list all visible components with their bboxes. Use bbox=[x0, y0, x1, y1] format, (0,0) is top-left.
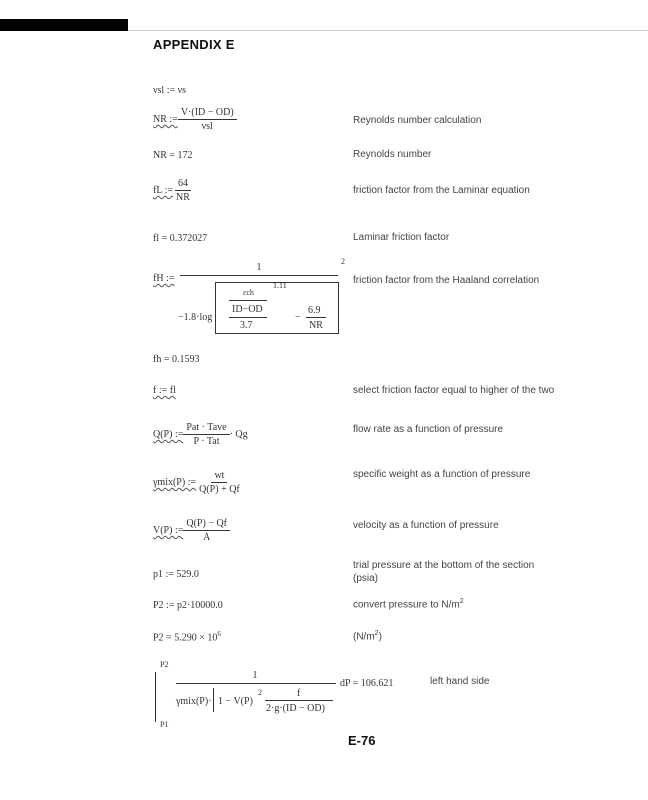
haaland-fraction-bar bbox=[180, 275, 338, 276]
comment-flow-rate: flow rate as a function of pressure bbox=[353, 424, 504, 435]
flow-rate-tail: · Qg bbox=[229, 429, 248, 440]
specific-weight-numerator: wt bbox=[211, 470, 227, 483]
specific-weight-denominator: Q(P) + Qf bbox=[199, 484, 240, 495]
reynolds-equation bbox=[153, 107, 237, 132]
haaland-value: fh = 0.1593 bbox=[153, 354, 200, 365]
velocity-equation bbox=[153, 518, 230, 543]
comment-reynolds-calc: Reynolds number calculation bbox=[353, 115, 482, 126]
trial-pressure-assignment: p1 := 529.0 bbox=[153, 569, 199, 580]
pressure-value-exponent: 6 bbox=[217, 630, 221, 638]
specific-weight-lhs: γmix(P) := bbox=[153, 477, 197, 488]
specific-weight-fraction bbox=[196, 470, 243, 495]
velocity-lhs: V(P) := bbox=[153, 525, 184, 536]
integral-fraction-bar bbox=[176, 683, 336, 684]
haaland-right-bracket bbox=[334, 282, 339, 334]
pressure-value bbox=[153, 630, 221, 643]
comment-reynolds-number: Reynolds number bbox=[353, 149, 432, 160]
haaland-log: −1.8·log bbox=[178, 312, 213, 323]
laminar-numerator: 64 bbox=[175, 178, 191, 191]
comment-laminar-ff: Laminar friction factor bbox=[353, 232, 450, 243]
laminar-lhs: fL := bbox=[153, 185, 173, 196]
convert-pressure-text: convert pressure to N/m bbox=[353, 599, 460, 611]
page-number: E-76 bbox=[348, 733, 376, 748]
integral-inner-bar bbox=[265, 700, 333, 701]
laminar-fraction bbox=[173, 178, 193, 203]
units-sup: 2 bbox=[374, 630, 379, 637]
haaland-id-od: ID−OD bbox=[232, 304, 263, 315]
reynolds-numerator: V·(ID − OD) bbox=[178, 107, 237, 120]
integral-f: f bbox=[297, 688, 301, 699]
comment-left-hand-side: left hand side bbox=[430, 676, 490, 687]
reynolds-lhs: NR := bbox=[153, 114, 178, 125]
comment-velocity: velocity as a function of pressure bbox=[353, 520, 499, 531]
pressure-value-text: P2 = 5.290 × 10 bbox=[153, 632, 218, 644]
haaland-square-exponent: 2 bbox=[341, 257, 345, 266]
units-text: (N/m bbox=[353, 631, 375, 643]
header-bar bbox=[0, 19, 128, 31]
haaland-6-9: 6.9 bbox=[308, 305, 321, 316]
integral-lower-limit: P1 bbox=[160, 720, 169, 729]
specific-weight-equation bbox=[153, 470, 243, 495]
haaland-numerator: 1 bbox=[256, 262, 262, 273]
integral-result: dP = 106.621 bbox=[340, 678, 394, 689]
comment-units bbox=[353, 630, 382, 642]
haaland-3-7: 3.7 bbox=[240, 320, 253, 331]
integral-bracket-terms: 1 − V(P) bbox=[218, 696, 253, 707]
haaland-idod-bar bbox=[229, 317, 267, 318]
nu-assignment: νsl := νs bbox=[153, 85, 187, 96]
reynolds-fraction bbox=[178, 107, 237, 132]
integral-gamma: γmix(P)· bbox=[176, 696, 212, 707]
flow-rate-lhs: Q(P) := bbox=[153, 429, 184, 440]
integral-square: 2 bbox=[258, 688, 262, 697]
comment-friction-haaland: friction factor from the Haaland correlation bbox=[353, 275, 540, 286]
haaland-eps-bar bbox=[229, 300, 267, 301]
comment-specific-weight: specific weight as a function of pressure bbox=[353, 469, 531, 480]
haaland-nr: NR bbox=[309, 320, 323, 331]
comment-trial-pressure: trial pressure at the bottom of the section (psia) bbox=[353, 560, 535, 584]
flow-rate-numerator: Pat · Tave bbox=[183, 422, 229, 435]
flow-rate-equation bbox=[153, 422, 248, 447]
comment-select-ff: select friction factor equal to higher of the two bbox=[353, 385, 555, 396]
integral-sign bbox=[155, 672, 156, 722]
velocity-numerator: Q(P) − Qf bbox=[183, 518, 230, 531]
convert-pressure-sup: 2 bbox=[459, 598, 464, 605]
laminar-equation bbox=[153, 178, 193, 203]
comment-convert-pressure bbox=[353, 598, 464, 610]
flow-rate-fraction bbox=[183, 422, 229, 447]
header-rule bbox=[128, 30, 648, 31]
reynolds-value: NR = 172 bbox=[153, 150, 193, 161]
appendix-heading: APPENDIX E bbox=[153, 37, 235, 52]
laminar-value: fl = 0.372027 bbox=[153, 233, 208, 244]
haaland-epsilon: εch bbox=[243, 288, 254, 297]
units-close: ) bbox=[378, 631, 382, 643]
convert-pressure-assignment: P2 := p2·10000.0 bbox=[153, 600, 223, 611]
velocity-denominator: A bbox=[203, 532, 211, 543]
reynolds-denominator: νsl bbox=[201, 121, 213, 132]
haaland-lhs: fH := bbox=[153, 273, 175, 284]
haaland-minus: − bbox=[295, 312, 301, 323]
integral-inner-denominator: 2·g·(ID − OD) bbox=[266, 703, 325, 714]
comment-friction-laminar: friction factor from the Laminar equation bbox=[353, 185, 530, 196]
velocity-fraction bbox=[183, 518, 230, 543]
integral-numerator: 1 bbox=[252, 670, 258, 681]
flow-rate-denominator: P · Tat bbox=[193, 436, 220, 447]
haaland-exponent: 1.11 bbox=[273, 281, 287, 290]
select-friction: f := fl bbox=[153, 385, 176, 396]
haaland-69-bar bbox=[306, 317, 326, 318]
laminar-denominator: NR bbox=[176, 192, 190, 203]
integral-upper-limit: P2 bbox=[160, 660, 169, 669]
